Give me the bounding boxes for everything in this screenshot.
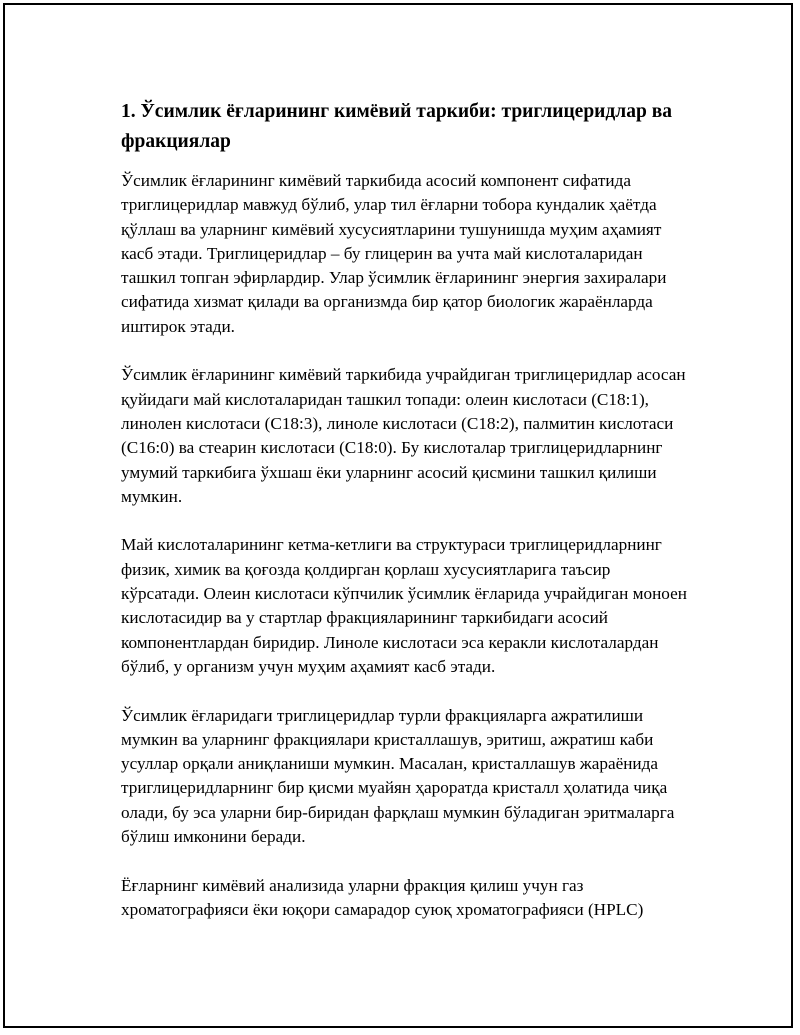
document-page	[3, 3, 793, 1028]
section-heading: 1. Ўсимлик ёғларининг кимёвий таркиби: триглицеридлар ва фракциялар	[121, 101, 672, 152]
paragraph-fractionation: Ўсимлик ёғларидаги триглицеридлар турли фракцияларга ажратилиши мумкин ва уларнинг фракциялари кристаллашув, эритиш, ажратиш каби усуллар орқали аниқланиши мумкин. Масалан, кристаллашув жараёнида триглицеридларнинг бир қисми муайян ҳароратда кристалл ҳолатида чиқа олади, бу эса уларни бир-биридан фарқлаш мумкин бўладиган эритмаларга бўлиш имконини беради.	[121, 705, 675, 847]
document-body	[121, 97, 691, 947]
paragraph-fatty-acids: Ўсимлик ёғларининг кимёвий таркибида учрайдиган триглицеридлар асосан қуйидаги май кислоталаридан ташкил топади: олеин кислотаси (C18:1), линолен кислотаси (C18:3), линоле кислотаси (C18:2), палмитин кислотаси (C16:0) ва стеарин кислотаси (C18:0). Бу кислоталар триглицеридларнинг умумий таркибига ўхшаш ёки уларнинг асосий қисмини ташкил қилиши мумкин.	[121, 365, 686, 506]
paragraph-triglycerides-intro: Ўсимлик ёғларининг кимёвий таркибида асосий компонент сифатида триглицеридлар мавжуд бўлиб, улар тил ёғларни тобора кундалик ҳаётда қўллаш ва уларнинг кимёвий хусусиятларини тушунишда муҳим аҳамият касб этади. Триглицеридлар – бу глицерин ва учта май кислоталаридан ташкил топган эфирлардир. Улар ўсимлик ёғларининг энергия захиралари сифатида хизмат қилади ва организмда бир қатор биологик жараёнларда иштирок этади.	[121, 171, 667, 336]
paragraph-chromatography: Ёғларнинг кимёвий анализида уларни фракция қилиш учун газ хроматографияси ёки юқори самарадор суюқ хроматографияси (HPLC)	[121, 875, 644, 919]
paragraph-acid-structure: Май кислоталарининг кетма-кетлиги ва структураси триглицеридларнинг физик, химик ва қоғозда қолдирган қорлаш хусусиятларига таъсир кўрсатади. Олеин кислотаси кўпчилик ўсимлик ёғларида учрайдиган моноен кислотасидир ва у стартлар фракцияларининг таркибидаги асосий компонентлардан биридир. Линоле кислотаси эса керакли кислоталардан бўлиб, у организм учун муҳим аҳамият касб этади.	[121, 535, 687, 676]
